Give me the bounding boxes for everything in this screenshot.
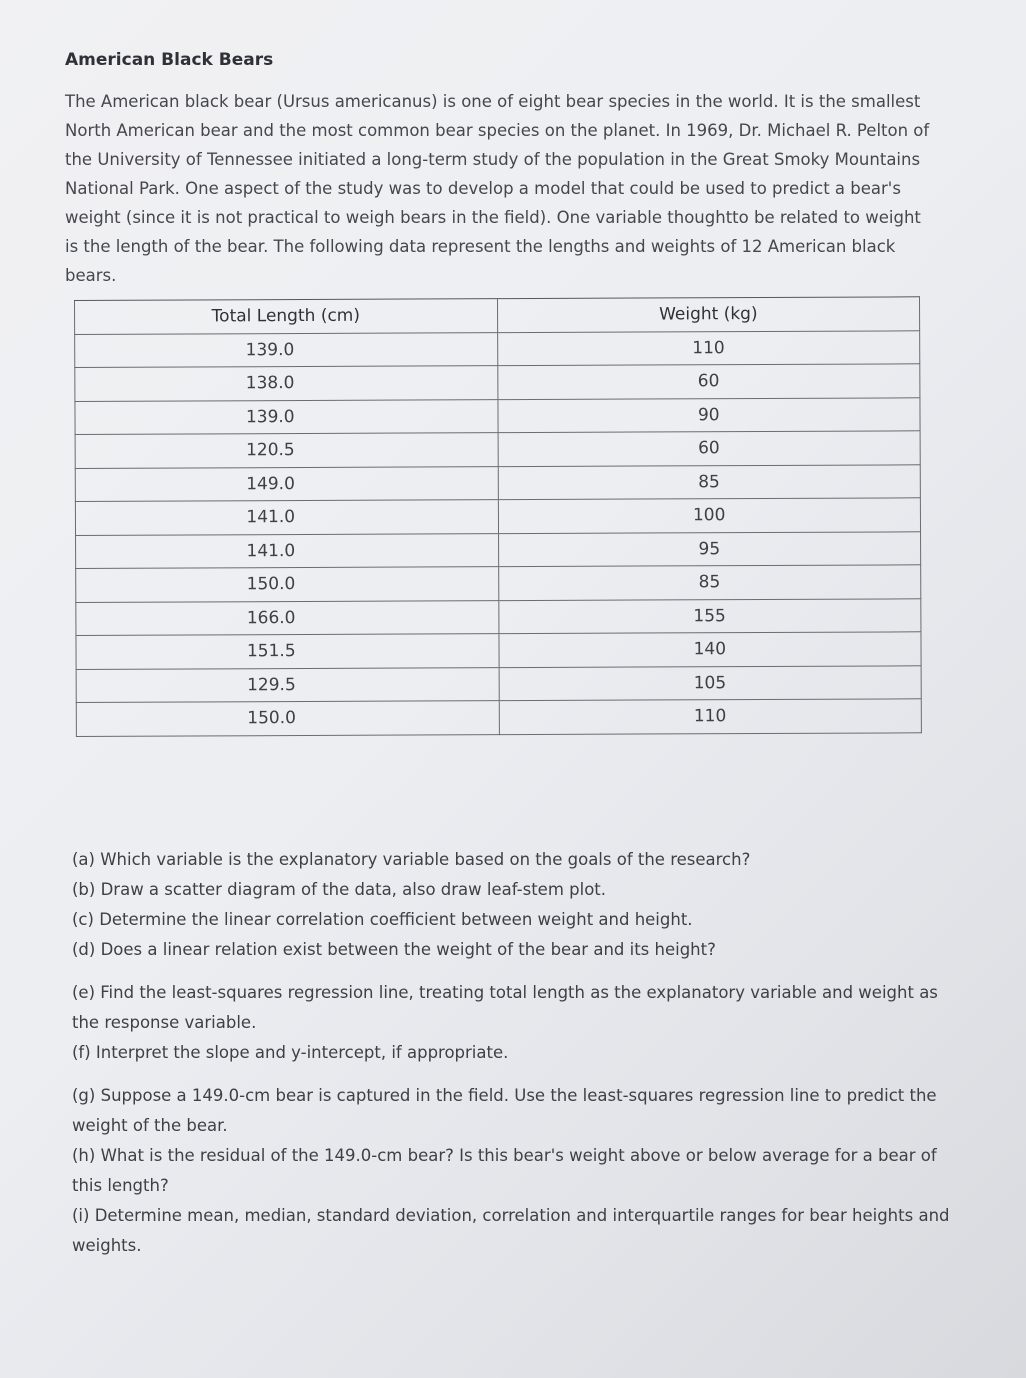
intro-paragraph: The American black bear (Ursus americanus) is one of eight bear species in the world. It is the smallest North American bear and the most common bear species on the planet. In 1969, Dr. Michael R. Pelton of the University of Tennessee initiated a long-term study of the population in the Great Smoky Mountains National Park. One aspect of the study was to develop a model that could be used to predict a bear's weight (since it is not practical to weigh bears in the field). One variable thoughtto be related to weight is the length of the bear. The following data represent the lengths and weights of 12 American black bears. <box>65 92 930 285</box>
length-cell: 150.0 <box>76 701 499 736</box>
table-row <box>75 330 920 367</box>
weight-cell: 110 <box>499 699 922 734</box>
weight-cell: 85 <box>498 464 921 499</box>
question-i: (i) Determine mean, median, standard deviation, correlation and interquartile ranges for bear heights and weights. <box>72 1206 950 1255</box>
column-header-weight: Weight (kg) <box>497 297 920 332</box>
question-e: (e) Find the least-squares regression line, treating total length as the explanatory variable and weight as the response variable. <box>72 983 938 1032</box>
length-cell: 129.5 <box>76 667 499 702</box>
question-a: (a) Which variable is the explanatory variable based on the goals of the research? <box>72 850 751 869</box>
table-row <box>76 632 921 669</box>
length-cell: 139.0 <box>75 399 498 434</box>
length-cell: 141.0 <box>75 500 498 535</box>
question-c: (c) Determine the linear correlation coefficient between weight and height. <box>72 910 693 929</box>
table-row <box>76 699 921 736</box>
weight-cell: 60 <box>497 364 920 399</box>
page-title: American Black Bears <box>65 50 274 70</box>
question-b: (b) Draw a scatter diagram of the data, also draw leaf-stem plot. <box>72 880 607 899</box>
question-d: (d) Does a linear relation exist between the weight of the bear and its height? <box>72 940 716 959</box>
question-spacer <box>72 965 952 978</box>
length-cell: 166.0 <box>76 600 499 635</box>
length-cell: 151.5 <box>76 634 499 669</box>
table-row <box>76 665 921 702</box>
column-header-length: Total Length (cm) <box>75 299 498 334</box>
table-row <box>75 498 920 535</box>
bear-data-table <box>74 296 922 736</box>
weight-cell: 155 <box>498 598 921 633</box>
question-list <box>72 845 952 1261</box>
weight-cell: 100 <box>498 498 921 533</box>
length-cell: 150.0 <box>76 567 499 602</box>
weight-cell: 85 <box>498 565 921 600</box>
table-row <box>76 531 921 568</box>
question-f: (f) Interpret the slope and y-intercept, if appropriate. <box>72 1043 509 1062</box>
weight-cell: 95 <box>498 531 921 566</box>
weight-cell: 110 <box>497 330 920 365</box>
table-row <box>76 598 921 635</box>
question-spacer <box>72 1068 952 1081</box>
weight-cell: 90 <box>497 397 920 432</box>
weight-cell: 105 <box>499 665 922 700</box>
length-cell: 139.0 <box>75 332 498 367</box>
table-row <box>75 397 920 434</box>
table-row <box>75 431 920 468</box>
table-row <box>75 364 920 401</box>
weight-cell: 140 <box>498 632 921 667</box>
length-cell: 149.0 <box>75 466 498 501</box>
table-header-row <box>75 297 920 334</box>
table-row <box>76 565 921 602</box>
question-g: (g) Suppose a 149.0-cm bear is captured in the field. Use the least-squares regression line to predict the weight of the bear. <box>72 1086 937 1135</box>
length-cell: 141.0 <box>76 533 499 568</box>
question-h: (h) What is the residual of the 149.0-cm bear? Is this bear's weight above or below average for a bear of this length? <box>72 1146 937 1195</box>
length-cell: 138.0 <box>75 366 498 401</box>
length-cell: 120.5 <box>75 433 498 468</box>
table-row <box>75 464 920 501</box>
weight-cell: 60 <box>498 431 921 466</box>
